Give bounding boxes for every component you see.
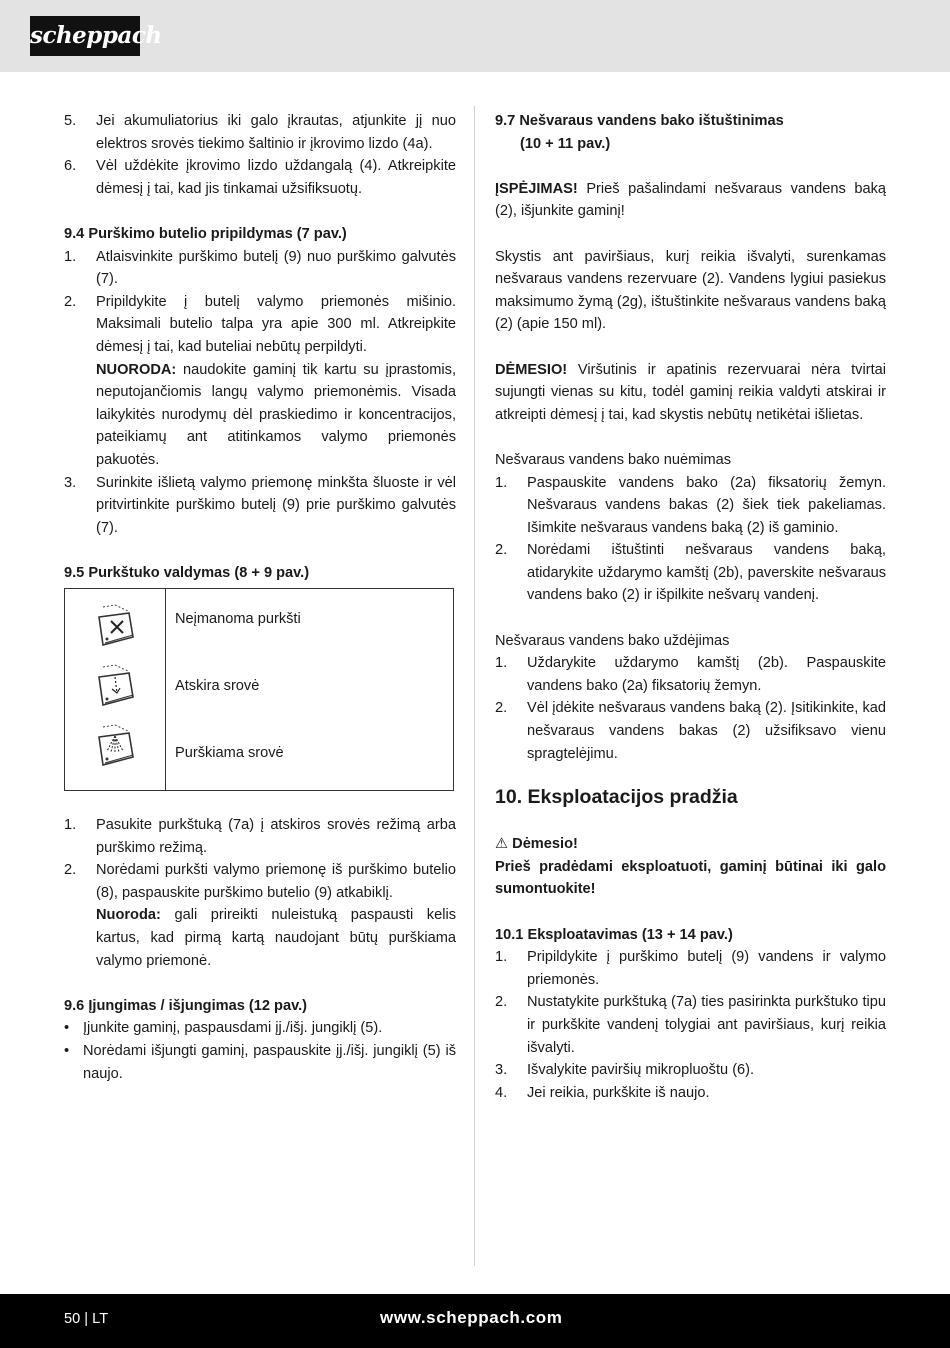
list-item: 1. Atlaisvinkite purškimo butelį (9) nuo purškimo galvutės (7). — [64, 248, 456, 288]
nozzle-mode-table — [64, 588, 454, 791]
paragraph: Skystis ant paviršiaus, kurį reikia išvalyti, surenkamas nešvaraus vandens rezervuare (2). Vandens lygiui pasiekus maksimumo žymą (2g), ištuštinkite nešvaraus vandens baką (2) (apie 150 ml). — [495, 248, 886, 333]
attention-label: DĖMESIO! — [495, 361, 568, 378]
mode-label-no-spray: Neįmanoma purkšti — [175, 611, 301, 628]
jet-stream-icon — [95, 663, 135, 711]
left-column — [64, 110, 456, 1085]
list-item: 6. Vėl uždėkite įkrovimo lizdo uždangalą (4). Atkreipkite dėmesį į tai, kad jis tinkamai užsifiksuotų. — [64, 158, 456, 197]
list-item: 5. Jei akumuliatorius iki galo įkrautas, atjunkite jį nuo elektros srovės tiekimo šaltinio ir įkrovimo lizdo (4a). — [64, 113, 456, 152]
list-item: 1. Paspauskite vandens bako (2a) fiksatorių žemyn. Nešvaraus vandens bakas (2) šiek tiek pakeliamas. Išimkite nešvaraus vandens baką (2) iš gaminio. — [495, 474, 886, 536]
page-header — [0, 0, 950, 72]
list-item: 3. Išvalykite paviršių mikropluoštu (6). — [495, 1062, 755, 1079]
list-item: 2. Norėdami purkšti valymo priemonę iš purškimo butelio (8), paspauskite purškimo butelio (9) atkabiklį. Nuoroda: gali prireikti nuleistuką paspausti kelis kartus, kad pirmą kartą naudojant būtų purškiama valymo priemonė. — [64, 862, 456, 969]
caution-text: Prieš pradėdami eksploatuoti, gaminį būtinai iki galo sumontuokite! — [495, 858, 886, 898]
list-item: 2. Norėdami ištuštinti nešvaraus vandens baką, atidarykite uždarymo kamštį (2b), paverskite nešvaraus vandens bako (2) ir išpilkite nešvarų vandenį. — [495, 542, 886, 604]
list-item: 2. Pripildykite į butelį valymo priemonės mišinio. Maksimali butelio talpa yra apie 300 ml. Atkreipkite dėmesį į tai, kad buteliai nebūtų perpildyti. NUORODA: naudokite gaminį tik kartu su įprastomis, neputojančiomis langų valymo priemonėmis. Visada laikykitės nurodymų dėl praskiedimo ir koncentracijos, pateikiamų ant atitinkamos valymo priemonės pakuotės. — [64, 293, 456, 468]
page-number: 50 | LT — [64, 1311, 109, 1327]
subheading-tank-installation: Nešvaraus vandens bako uždėjimas — [495, 632, 730, 649]
website-link[interactable]: www.scheppach.com — [380, 1308, 563, 1327]
page-footer — [0, 1294, 950, 1348]
note-label: NUORODA: — [96, 361, 177, 378]
caution-heading: ⚠ Dėmesio! — [495, 836, 578, 853]
list-item: 2. Nustatykite purkštuką (7a) ties pasirinkta purkštuko tipu ir purkškite vandenį tolygiai ant paviršiaus, kurį reikia išvalyti. — [495, 994, 886, 1056]
chapter-heading-10: 10. Eksploatacijos pradžia — [495, 786, 738, 809]
scheppach-logo: scheppach — [30, 16, 140, 56]
section-heading-9-7: 9.7 Nešvaraus vandens bako ištuštinimas (10 + 11 pav.) — [495, 113, 784, 152]
list-item: 3. Surinkite išlietą valymo priemonę minkšta šluoste ir vėl pritvirtinkite purškimo butelį (9) prie purškimo galvutės (7). — [64, 474, 456, 536]
nozzle-labels-cell — [166, 589, 454, 791]
spray-stream-icon — [95, 723, 135, 771]
column-divider — [474, 106, 475, 1266]
section-heading-9-4: 9.4 Purškimo butelio pripildymas (7 pav.) — [64, 225, 347, 242]
list-item: 1. Pripildykite į purškimo butelį (9) vandens ir valymo priemonės. — [495, 949, 886, 988]
bullet-item: • Įjunkite gaminį, paspausdami įj./išj. jungiklį (5). — [64, 1020, 383, 1037]
section-heading-10-1: 10.1 Eksploatavimas (13 + 14 pav.) — [495, 926, 733, 943]
list-item: 2. Vėl įdėkite nešvaraus vandens baką (2). Įsitikinkite, kad nešvaraus vandens bakas (2) užsifiksavo vienu spragtelėjimu. — [495, 700, 886, 762]
mode-label-spray: Purškiama srovė — [175, 745, 284, 762]
no-spray-icon — [95, 603, 135, 651]
nozzle-icons-cell — [65, 589, 166, 791]
warning-paragraph: ĮSPĖJIMAS! Prieš pašalindami nešvaraus vandens baką (2), išjunkite gaminį! — [495, 180, 887, 220]
section-heading-9-5: 9.5 Purkštuko valdymas (8 + 9 pav.) — [64, 564, 310, 581]
list-item: 1. Uždarykite uždarymo kamštį (2b). Paspauskite vandens bako (2a) fiksatorių žemyn. — [495, 655, 886, 694]
note-label: Nuoroda: — [96, 907, 161, 924]
attention-paragraph: DĖMESIO! Viršutinis ir apatinis rezervuarai nėra tvirtai sujungti vienas su kitu, todėl gaminį reikia valdyti atskirai ir atkreipti dėmesį į tai, kad skystis nebūtų netikėtai išlietas. — [495, 361, 886, 423]
list-item: 4. Jei reikia, purkškite iš naujo. — [495, 1084, 710, 1101]
right-column — [495, 110, 886, 1104]
warning-triangle-icon: ⚠ — [495, 836, 509, 853]
subheading-tank-removal: Nešvaraus vandens bako nuėmimas — [495, 451, 732, 468]
list-item: 1. Pasukite purkštuką (7a) į atskiros srovės režimą arba purškimo režimą. — [64, 817, 456, 856]
section-heading-9-6: 9.6 Įjungimas / išjungimas (12 pav.) — [64, 997, 308, 1014]
bullet-item: • Norėdami išjungti gaminį, paspauskite įj./išj. jungiklį (5) iš naujo. — [64, 1043, 456, 1082]
mode-label-jet: Atskira srovė — [175, 678, 260, 695]
warning-label: ĮSPĖJIMAS! — [495, 180, 578, 197]
